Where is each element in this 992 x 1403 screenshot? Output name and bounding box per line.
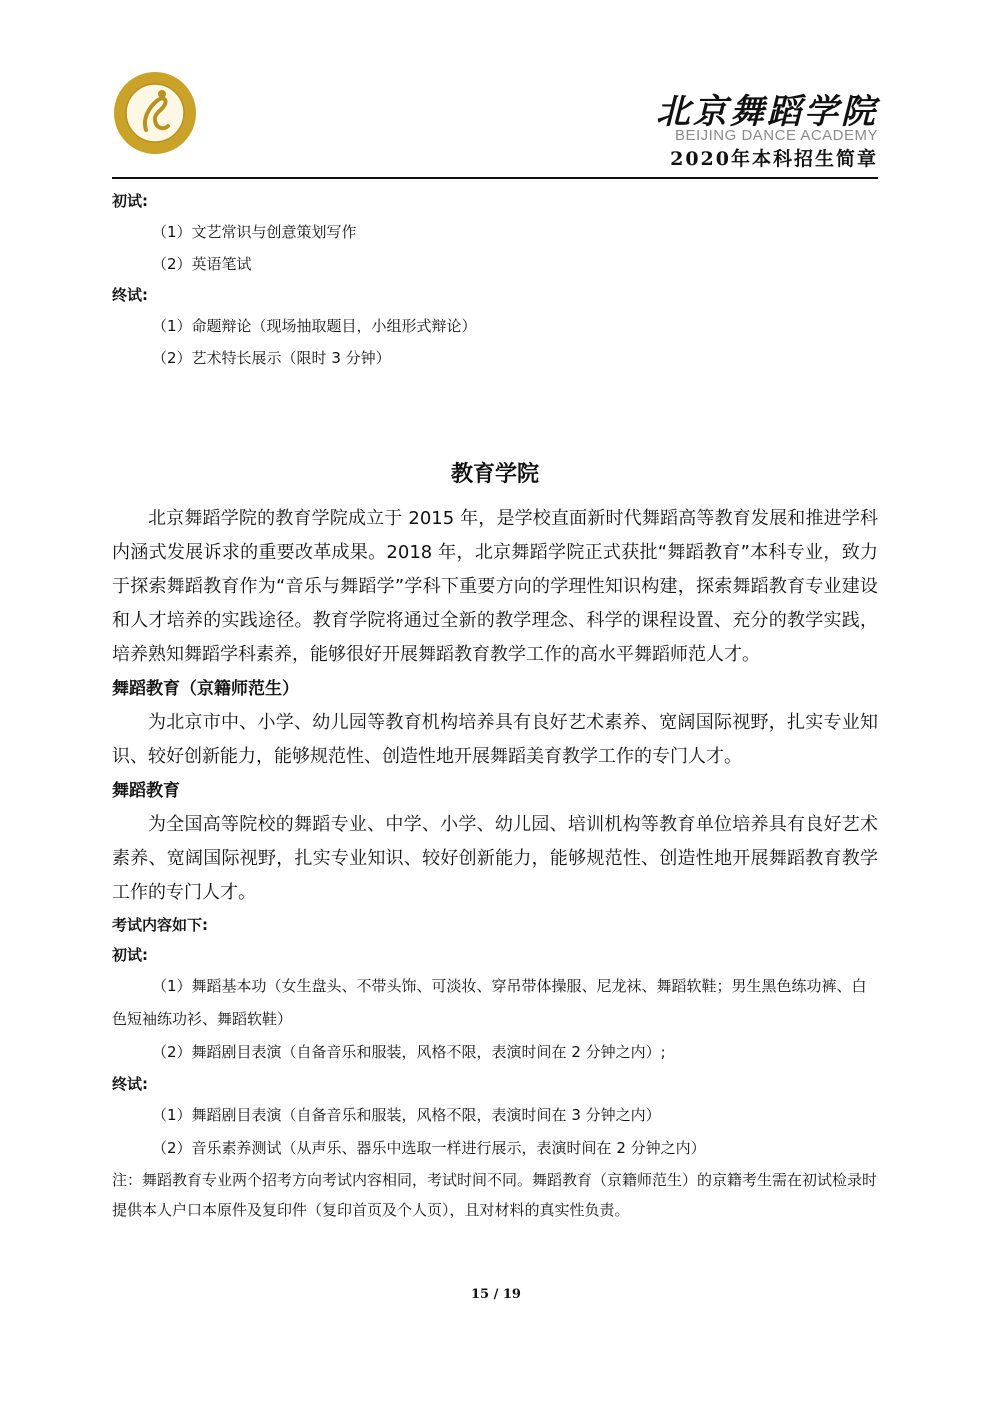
exam-heading: 考试内容如下:	[112, 916, 208, 934]
section-intro: 北京舞蹈学院的教育学院成立于 2015 年，是学校直面新时代舞蹈高等教育发展和推进学科内涵式发展诉求的重要改革成果。2018 年，北京舞蹈学院正式获批“舞蹈教育”本科专业，致力于探索舞蹈教育作为“音乐与舞蹈学”学科下重要方向的学理性知识构建，探索舞蹈教育专业建设和人才培养的实践途径。教育学院将通过全新的教学理念、科学的课程设置、充分的教学实践，培养熟知舞蹈学科素养，能够很好开展舞蹈教育教学工作的高水平舞蹈师范人才。	[112, 508, 878, 665]
final-item: （2）音乐素养测试（从声乐、器乐中选取一样进行展示，表演时间在 2 分钟之内）	[152, 1139, 706, 1157]
prev-final-item: （1）命题辩论（现场抽取题目，小组形式辩论）	[152, 317, 477, 335]
prev-final-item: （2）艺术特长展示（限时 3 分钟）	[152, 349, 391, 367]
section-title: 教育学院	[450, 462, 539, 487]
page-number: 15 / 19	[471, 1287, 521, 1302]
page-content	[112, 186, 878, 1225]
brand-name-cn: 北京舞蹈学院	[656, 92, 878, 132]
prelim-item: （2）舞蹈剧目表演（自备音乐和服装，风格不限，表演时间在 2 分钟之内）;	[152, 1043, 666, 1061]
final-label: 终试:	[112, 1075, 148, 1093]
document-subtitle: 2020年本科招生简章	[670, 148, 878, 170]
page-header	[112, 70, 878, 180]
prev-final-label: 终试:	[112, 286, 148, 304]
major1-title: 舞蹈教育（京籍师范生）	[112, 679, 299, 699]
prev-prelim-item: （1）文艺常识与创意策划写作	[152, 223, 357, 241]
final-item: （1）舞蹈剧目表演（自备音乐和服装，风格不限，表演时间在 3 分钟之内）	[152, 1106, 661, 1124]
prev-prelim-item: （2）英语笔试	[152, 255, 252, 273]
exam-note: 注：舞蹈教育专业两个招考方向考试内容相同，考试时间不同。舞蹈教育（京籍师范生）的京籍考生需在初试检录时提供本人户口本原件及复印件（复印首页及个人页），且对材料的真实性负责。	[112, 1171, 878, 1219]
prelim-item: （1）舞蹈基本功（女生盘头、不带头饰、可淡妆、穿吊带体操服、尼龙袜、舞蹈软鞋；男生黑色练功裤、白色短袖练功衫、舞蹈软鞋）	[112, 977, 867, 1028]
major2-description: 为全国高等院校的舞蹈专业、中学、小学、幼儿园、培训机构等教育单位培养具有良好艺术素养、宽阔国际视野，扎实专业知识、较好创新能力，能够规范性、创造性地开展舞蹈教育教学工作的专门人才。	[112, 814, 878, 903]
brand-block	[656, 92, 878, 172]
major2-title: 舞蹈教育	[112, 781, 180, 801]
major1-description: 为北京市中、小学、幼儿园等教育机构培养具有良好艺术素养、宽阔国际视野，扎实专业知识、较好创新能力，能够规范性、创造性地开展舞蹈美育教学工作的专门人才。	[112, 712, 878, 767]
header-divider	[112, 177, 878, 179]
prev-prelim-label: 初试:	[112, 192, 148, 210]
prelim-label: 初试:	[112, 946, 148, 964]
academy-logo	[112, 70, 198, 156]
brand-name-en: BEIJING DANCE ACADEMY	[674, 127, 878, 144]
